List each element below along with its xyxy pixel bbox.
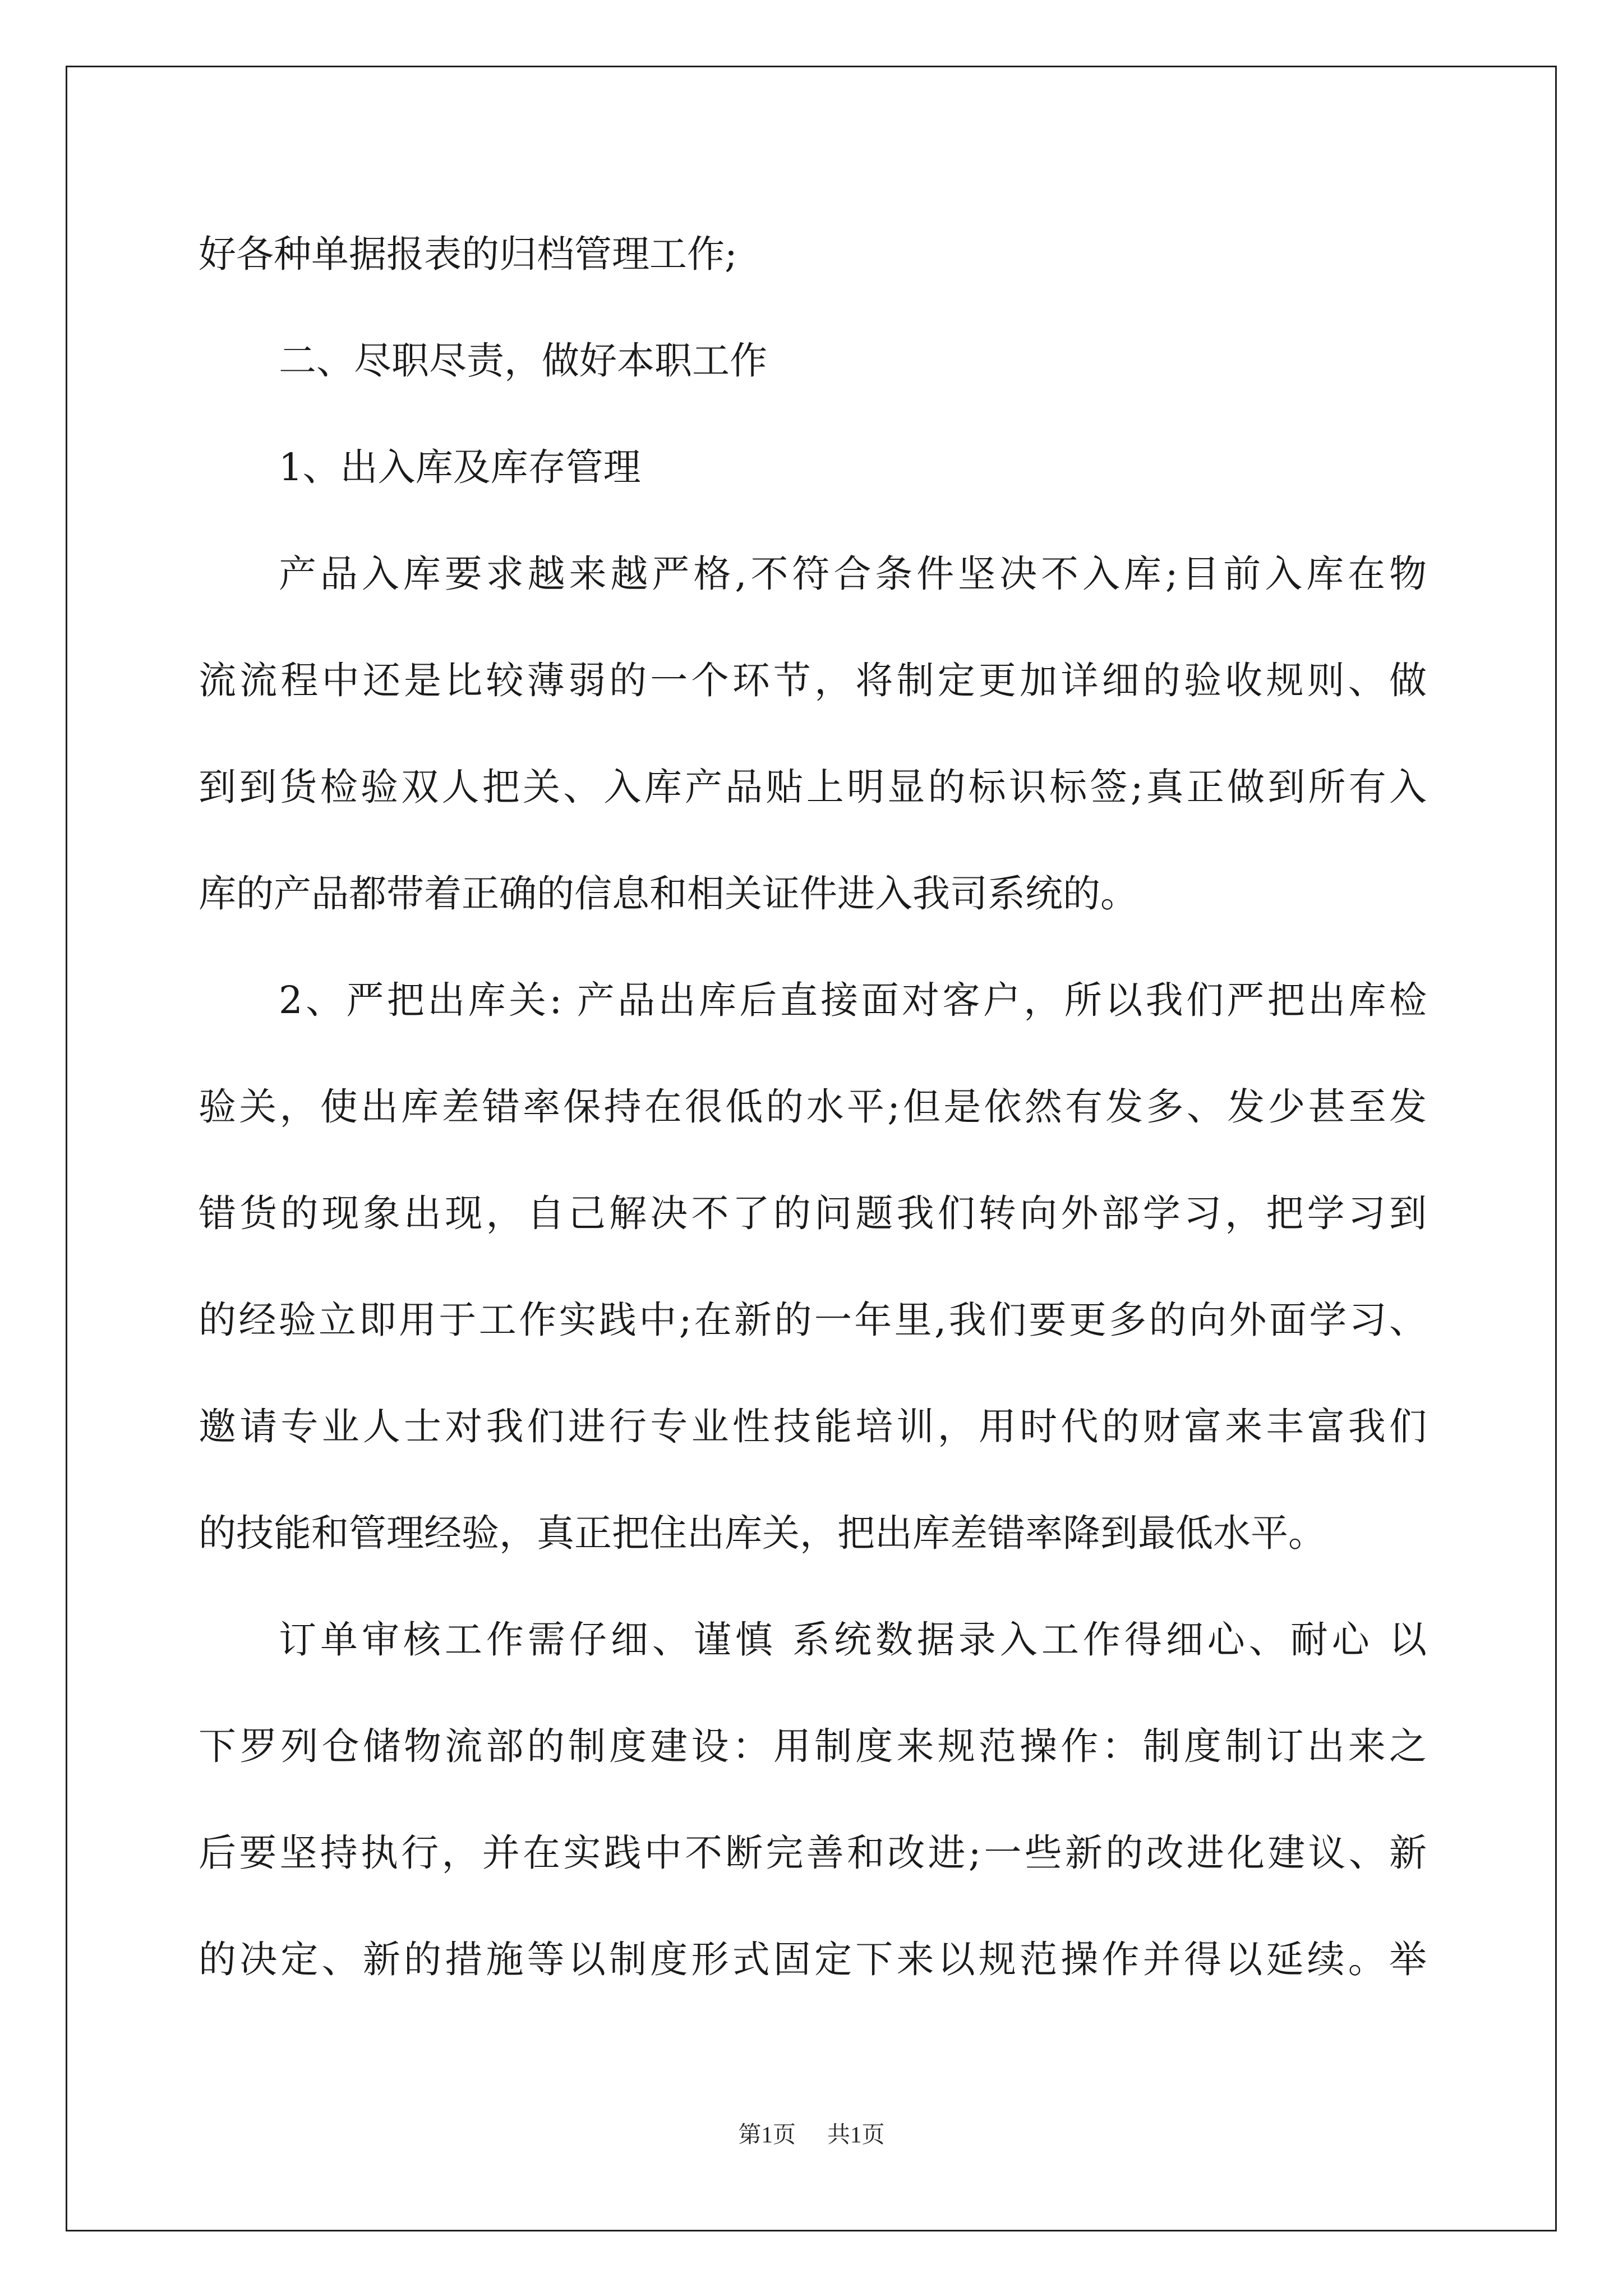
paragraph-line-13: 的技能和管理经验，真正把住出库关，把出库差错率降到最低水平。 (199, 1511, 1326, 1555)
page-footer (0, 2116, 1623, 2149)
page-number-total: 共1页 (827, 2122, 885, 2147)
paragraph-line-12: 邀请专业人士对我们进行专业性技能培训，用时代的财富来丰富我们 (199, 1405, 1427, 1448)
paragraph-line-9: 验关，使出库差错率保持在很低的水平;但是依然有发多、发少甚至发 (199, 1085, 1427, 1129)
page-number-current: 第1页 (738, 2122, 796, 2147)
paragraph-line-4: 产品入库要求越来越严格,不符合条件坚决不入库;目前入库在物 (279, 552, 1427, 596)
paragraph-line-14: 订单审核工作需仔细、谨慎 系统数据录入工作得细心、耐心 以 (279, 1618, 1427, 1662)
page-border (66, 66, 1557, 2231)
section-heading-2: 二、尽职尽责，做好本职工作 (279, 339, 767, 383)
paragraph-line-5: 流流程中还是比较薄弱的一个环节，将制定更加详细的验收规则、做 (199, 659, 1427, 702)
paragraph-line-7: 库的产品都带着正确的信息和相关证件进入我司系统的。 (199, 872, 1138, 915)
paragraph-line-1: 好各种单据报表的归档管理工作; (199, 232, 737, 276)
paragraph-line-15: 下罗列仓储物流部的制度建设：用制度来规范操作：制度制订出来之 (199, 1724, 1427, 1768)
paragraph-line-10: 错货的现象出现，自己解决不了的问题我们转向外部学习，把学习到 (199, 1191, 1427, 1235)
paragraph-line-11: 的经验立即用于工作实践中;在新的一年里,我们要更多的向外面学习、 (199, 1298, 1427, 1342)
paragraph-line-16: 后要坚持执行，并在实践中不断完善和改进;一些新的改进化建议、新 (199, 1831, 1427, 1875)
paragraph-line-6: 到到货检验双人把关、入库产品贴上明显的标识标签;真正做到所有入 (199, 765, 1427, 809)
paragraph-line-8: 2、严把出库关: 产品出库后直接面对客户，所以我们严把出库检 (279, 978, 1427, 1022)
subsection-heading-1: 1、出入库及库存管理 (279, 445, 641, 489)
paragraph-line-17: 的决定、新的措施等以制度形式固定下来以规范操作并得以延续。举 (199, 1938, 1427, 1981)
